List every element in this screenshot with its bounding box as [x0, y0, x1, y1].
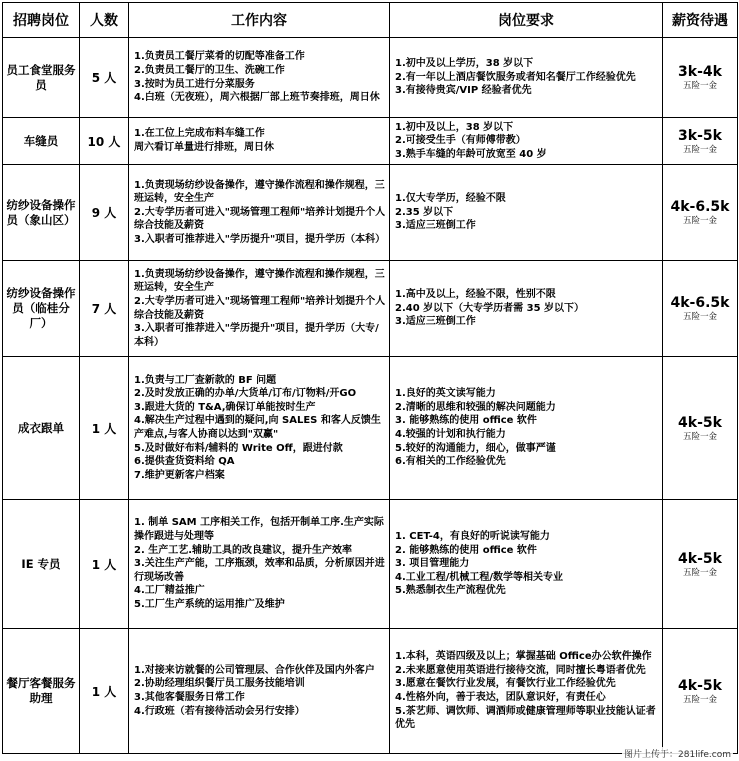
- job-table: [2, 2, 738, 754]
- requirement-item: 1.仅大专学历，经验不限: [395, 193, 506, 205]
- table-row: [3, 629, 738, 754]
- position-cell: 车缝员: [3, 118, 80, 165]
- requirement-item: 2.有一年以上酒店餐饮服务或者知名餐厅工作经验优先: [395, 71, 636, 83]
- work-item: 1. 制单 SAM 工序相关工作，包括开制单工序.生产实际操作跟进与处理等: [134, 517, 384, 543]
- work-item: 4.工厂精益推广: [134, 585, 205, 597]
- work-item: 4.白班（无夜班），周六根据厂部上班节奏排班，周日休: [134, 92, 380, 104]
- table-row: [3, 38, 738, 118]
- count-cell: 9 人: [80, 165, 129, 261]
- requirements-cell: [390, 165, 663, 261]
- salary-range: 4k-5k: [678, 677, 722, 694]
- work-item: 7.维护更新客户档案: [134, 469, 225, 481]
- work-item: 3.入职者可推荐进入"学历提升"项目，提升学历（本科）: [134, 233, 386, 245]
- work-cell: [129, 118, 390, 165]
- requirement-item: 6.有相关的工作经验优先: [395, 456, 506, 468]
- requirements-cell: [390, 500, 663, 629]
- requirement-item: 2.可接受生手（有师傅带教）: [395, 135, 526, 147]
- watermark-text: 图片上传于：281life.com: [622, 747, 733, 760]
- requirement-item: 1. CET-4，有良好的听说读写能力: [395, 531, 550, 543]
- salary-range: 4k-5k: [678, 414, 722, 431]
- requirements-cell: [390, 357, 663, 500]
- requirements-cell: [390, 629, 663, 754]
- work-item: 3.跟进大货的 T&A,确保订单能按时生产: [134, 401, 316, 413]
- table-row: [3, 500, 738, 629]
- table-row: [3, 261, 738, 357]
- header-work: 工作内容: [129, 3, 390, 38]
- work-item: 2. 生产工艺.辅助工具的改良建议，提升生产效率: [134, 544, 353, 556]
- requirement-item: 3.愿意在餐饮行业发展，有餐饮行业工作经验优先: [395, 678, 616, 690]
- requirement-item: 1.初中及以上学历，38 岁以下: [395, 58, 534, 70]
- salary-cell: [663, 38, 738, 118]
- work-cell: [129, 261, 390, 357]
- requirement-item: 3. 能够熟练的使用 office 软件: [395, 415, 537, 427]
- work-item: 3.其他客餐服务日常工作: [134, 692, 245, 703]
- work-item: 4.解决生产过程中遇到的疑问,向 SALES 和客人反馈生产难点,与客人协商以达到"双赢": [134, 415, 381, 440]
- work-item: 3.入职者可推荐进入"学历提升"项目，提升学历（大专/本科）: [134, 323, 379, 348]
- count-cell: 7 人: [80, 261, 129, 357]
- benefits-label: 五险一金: [682, 81, 717, 91]
- work-item: 1.负责现场纺纱设备操作，遵守操作流程和操作规程，三班运转，安全生产: [134, 268, 385, 294]
- work-cell: [129, 38, 390, 118]
- requirements-cell: [390, 118, 663, 165]
- requirement-item: 1.高中及以上，经验不限，性别不限: [395, 289, 556, 301]
- count-cell: 1 人: [80, 629, 129, 754]
- salary-range: 4k-5k: [678, 550, 722, 567]
- salary-cell: [663, 165, 738, 261]
- work-item: 2.及时发放正确的办单/大货单/订布/订物料/开GO: [134, 388, 357, 400]
- work-item: 周六看订单量进行排班，周日休: [134, 142, 274, 153]
- requirement-item: 5.茶艺师、调饮师、调酒师或健康管理师等职业技能认证者优先: [395, 705, 656, 731]
- work-item: 3.关注生产产能，工序瓶颈，效率和品质，分析原因并进行现场改善: [134, 558, 385, 583]
- work-item: 1.负责现场纺纱设备操作，遵守操作流程和操作规程，三班运转，安全生产: [134, 179, 385, 205]
- count-cell: 10 人: [80, 118, 129, 165]
- position-cell: IE 专员: [3, 500, 80, 629]
- table-row: [3, 165, 738, 261]
- work-cell: [129, 165, 390, 261]
- salary-cell: [663, 261, 738, 357]
- position-cell: 成衣跟单: [3, 357, 80, 500]
- requirement-item: 5.较好的沟通能力，细心，做事严谨: [395, 442, 556, 454]
- work-item: 4.行政班（若有接待活动会另行安排）: [134, 705, 305, 717]
- requirement-item: 3.适应三班倒工作: [395, 316, 476, 328]
- requirement-item: 2.未来愿意使用英语进行接待交流，同时擅长粤语者优先: [395, 664, 646, 676]
- benefits-label: 五险一金: [682, 216, 717, 226]
- requirement-item: 3.有接待贵宾/VIP 经验者优先: [395, 85, 532, 97]
- requirement-item: 3. 项目管理能力: [395, 558, 470, 570]
- position-cell: 纺纱设备操作员（临桂分厂）: [3, 261, 80, 357]
- work-cell: [129, 357, 390, 500]
- requirement-item: 1.良好的英文读写能力: [395, 388, 496, 400]
- requirements-cell: [390, 261, 663, 357]
- requirement-item: 3.熟手车缝的年龄可放宽至 40 岁: [395, 148, 547, 160]
- work-item: 1.在工位上完成布料车缝工作: [134, 128, 265, 140]
- work-item: 5.工厂生产系统的运用推广及维护: [134, 598, 285, 610]
- benefits-label: 五险一金: [682, 312, 717, 322]
- work-item: 6.提供查货资料给 QA: [134, 456, 235, 468]
- table-row: [3, 357, 738, 500]
- requirement-item: 5.熟悉制衣生产流程优先: [395, 585, 506, 597]
- header-count: 人数: [80, 3, 129, 38]
- requirement-item: 2.35 岁以下: [395, 206, 454, 218]
- salary-range: 3k-5k: [678, 127, 722, 144]
- salary-cell: [663, 629, 738, 754]
- salary-range: 3k-4k: [678, 64, 722, 80]
- requirement-item: 2.40 岁以下（大专学历者需 35 岁以下）: [395, 302, 585, 314]
- header-salary: 薪资待遇: [663, 3, 738, 38]
- requirement-item: 1.初中及以上，38 岁以下: [395, 121, 514, 133]
- requirement-item: 2.清晰的思维和较强的解决问题能力: [395, 401, 556, 413]
- header-requirements: 岗位要求: [390, 3, 663, 38]
- requirement-item: 4.较强的计划和执行能力: [395, 429, 506, 440]
- salary-range: 4k-6.5k: [670, 295, 730, 311]
- work-item: 5.及时做好布料/辅料的 Write Off，跟进付款: [134, 442, 343, 454]
- position-cell: 餐厅客餐服务助理: [3, 629, 80, 754]
- requirements-cell: [390, 38, 663, 118]
- count-cell: 1 人: [80, 500, 129, 629]
- work-item: 2.大专学历者可进入"现场管理工程师"培养计划提升个人综合技能及薪资: [134, 206, 386, 232]
- work-item: 2.大专学历者可进入"现场管理工程师"培养计划提升个人综合技能及薪资: [134, 295, 386, 321]
- table-row: [3, 118, 738, 165]
- salary-cell: [663, 357, 738, 500]
- header-position: 招聘岗位: [3, 3, 80, 38]
- count-cell: 1 人: [80, 357, 129, 500]
- header-row: [3, 3, 738, 38]
- requirement-item: 4.工业工程/机械工程/数学等相关专业: [395, 571, 564, 583]
- salary-cell: [663, 118, 738, 165]
- position-cell: 员工食堂服务员: [3, 38, 80, 118]
- work-item: 1.负责员工餐厅菜肴的切配等准备工作: [134, 51, 305, 63]
- count-cell: 5 人: [80, 38, 129, 118]
- requirement-item: 2. 能够熟练的使用 office 软件: [395, 544, 537, 556]
- work-item: 2.协助经理组织餐厅员工服务技能培训: [134, 678, 305, 690]
- salary-cell: [663, 500, 738, 629]
- position-cell: 纺纱设备操作员（象山区）: [3, 165, 80, 261]
- benefits-label: 五险一金: [682, 431, 717, 442]
- work-cell: [129, 629, 390, 754]
- work-item: 3.按时为员工进行分菜服务: [134, 78, 255, 90]
- requirement-item: 3.适应三班倒工作: [395, 220, 476, 232]
- work-cell: [129, 500, 390, 629]
- salary-range: 4k-6.5k: [670, 199, 730, 215]
- benefits-label: 五险一金: [682, 694, 717, 705]
- requirement-item: 1.本科，英语四级及以上；掌握基础 Office办公软件操作: [395, 651, 652, 663]
- work-item: 2.负责员工餐厅的卫生、洗碗工作: [134, 64, 285, 76]
- requirement-item: 4.性格外向，善于表达，团队意识好，有责任心: [395, 692, 606, 703]
- work-item: 1.对接来访就餐的公司管理层、合作伙伴及国内外客户: [134, 664, 375, 676]
- benefits-label: 五险一金: [682, 144, 717, 155]
- benefits-label: 五险一金: [682, 567, 717, 578]
- work-item: 1.负责与工厂查新款的 BF 问题: [134, 374, 277, 386]
